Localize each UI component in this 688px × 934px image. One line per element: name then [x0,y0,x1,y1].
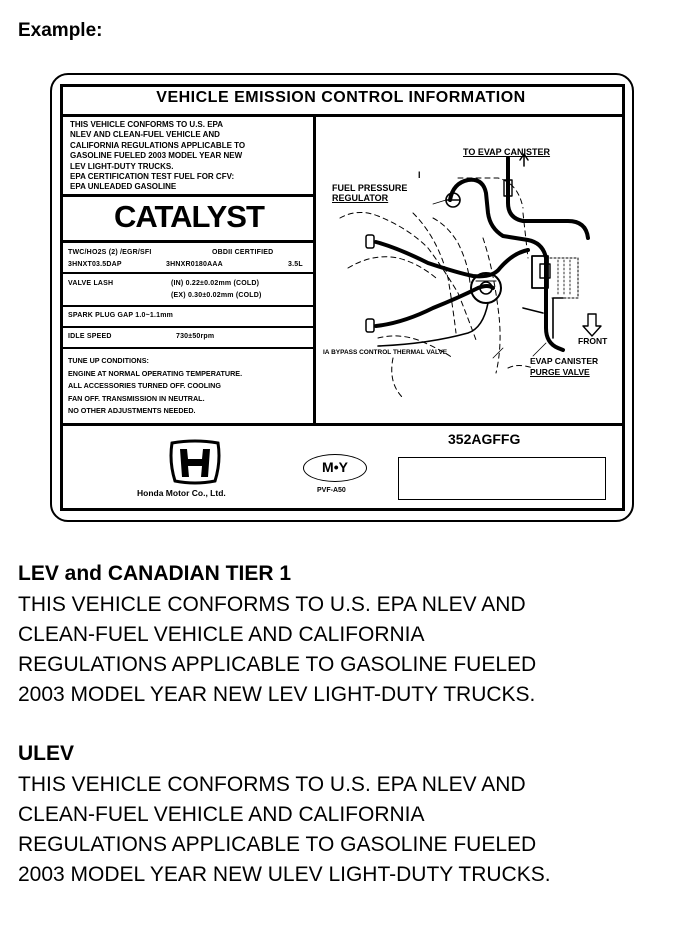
label-code: 352AGFFG [448,431,521,447]
label-evap-purge-valve: EVAP CANISTER PURGE VALVE [530,356,599,377]
idle-speed-rule [62,326,314,328]
catalyst-title: CATALYST [114,199,264,234]
tuneup-rule [62,347,314,349]
catalyst-bottom-rule [62,240,314,243]
catalyst-top-rule [62,194,314,197]
family-code-1: 3HNXT03.5DAP [68,261,122,268]
label-front: FRONT [578,336,608,346]
bottom-divider [62,423,623,426]
model-year-subcode: PVF-A50 [317,487,346,494]
model-year-badge: M•Y [303,454,367,482]
label-header: VEHICLE EMISSION CONTROL INFORMATION [156,89,526,106]
diagram-marker-i: I [418,170,421,180]
label-fuel-pressure-regulator: FUEL PRESSURE REGULATOR [332,183,408,203]
header-divider [62,114,623,117]
honda-logo-icon [166,439,224,485]
displacement: 3.5L [288,261,303,268]
idle-speed-value: 730±50rpm [176,333,215,340]
tuneup-conditions: TUNE UP CONDITIONS: ENGINE AT NORMAL OPERATING TEMPERATURE. ALL ACCESSORIES TURNED OFF. COOLING FAN OFF. TRANSMISSION IN NEUTRAL. NO OTHER ADJUSTMENTS NEEDED. [68,356,243,416]
label-to-evap-canister: TO EVAP CANISTER [463,147,551,157]
spark-plug-rule [62,305,314,307]
valve-lash-ex: (EX) 0.30±0.02mm (COLD) [171,292,262,299]
section-body-lev: THIS VEHICLE CONFORMS TO U.S. EPA NLEV AND CLEAN-FUEL VEHICLE AND CALIFORNIA REGULATIONS APPLICABLE TO GASOLINE FUELED 2003 MODEL YEAR NEW LEV LIGHT-DUTY TRUCKS. [18,593,537,706]
obd-line: OBDII CERTIFIED [212,249,274,256]
label-ia-bypass-valve: IA BYPASS CONTROL THERMAL VALVE [323,349,448,356]
section-title-lev: LEV and CANADIAN TIER 1 [18,562,292,585]
valve-lash-rule [62,272,314,274]
valve-lash-in: (IN) 0.22±0.02mm (COLD) [171,280,260,287]
conformity-text: THIS VEHICLE CONFORMS TO U.S. EPA NLEV AND CLEAN-FUEL VEHICLE AND CALIFORNIA REGULATIONS APPLICABLE TO GASOLINE FUELED 2003 MODEL YEAR NEW LEV LIGHT-DUTY TRUCKS. EPA CERTIFICATION TEST FUEL FOR CFV: EPA UNLEADED GASOLINE [70,120,246,192]
honda-maker-name: Honda Motor Co., Ltd. [137,488,226,498]
twc-line: TWC/HO2S (2) /EGR/SFI [68,249,152,256]
idle-speed-label: IDLE SPEED [68,333,112,340]
family-code-2: 3HNXR0180AAA [166,261,223,268]
spark-plug-gap: SPARK PLUG GAP 1.0~1.1mm [68,312,174,319]
section-body-ulev: THIS VEHICLE CONFORMS TO U.S. EPA NLEV AND CLEAN-FUEL VEHICLE AND CALIFORNIA REGULATIONS APPLICABLE TO GASOLINE FUELED 2003 MODEL YEAR NEW ULEV LIGHT-DUTY TRUCKS. [18,773,551,886]
blank-label-box [398,457,606,500]
example-heading: Example: [18,20,103,41]
valve-lash-label: VALVE LASH [68,280,114,287]
section-title-ulev: ULEV [18,742,75,765]
